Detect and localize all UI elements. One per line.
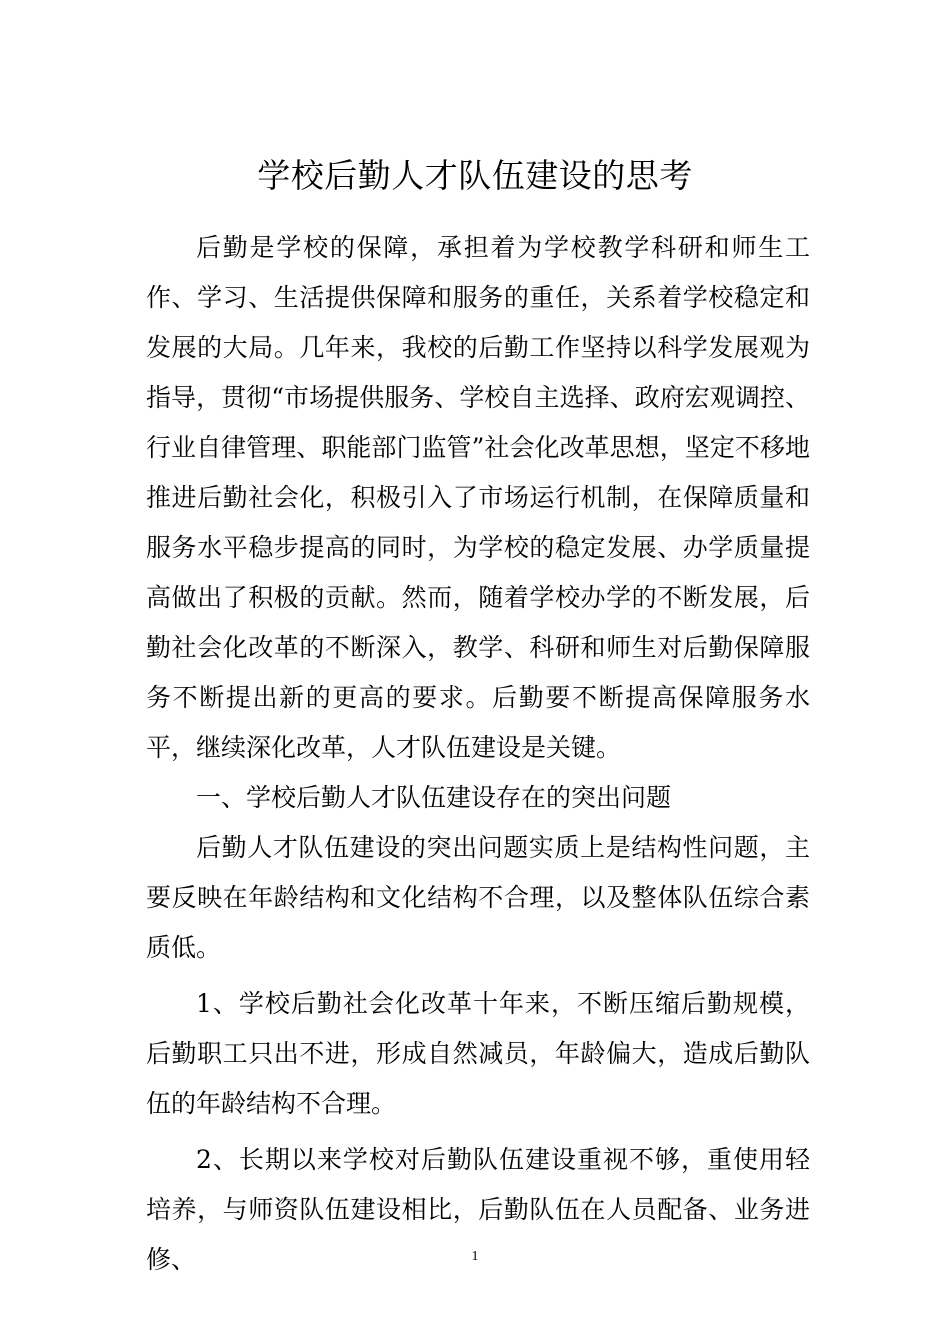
section-heading: 一、学校后勤人才队伍建设存在的突出问题 xyxy=(196,783,672,812)
document-body xyxy=(146,223,810,1285)
document-title: 学校后勤人才队伍建设的思考 xyxy=(257,156,693,195)
page-number: 1 xyxy=(471,1249,479,1264)
paragraph-point-1: 1、学校后勤社会化改革十年来，不断压缩后勤规模，后勤职工只出不进，形成自然减员，年龄偏大，造成后勤队伍的年龄结构不合理。 xyxy=(146,989,810,1118)
paragraph-problem-summary: 后勤人才队伍建设的突出问题实质上是结构性问题，主要反映在年龄结构和文化结构不合理，以及整体队伍综合素质低。 xyxy=(146,833,810,962)
paragraph-intro: 后勤是学校的保障，承担着为学校教学科研和师生工作、学习、生活提供保障和服务的重任，关系着学校稳定和发展的大局。几年来，我校的后勤工作坚持以科学发展观为指导，贯彻“市场提供服务、学校自主选择、政府宏观调控、行业自律管理、职能部门监管”社会化改革思想，坚定不移地推进后勤社会化，积极引入了市场运行机制，在保障质量和服务水平稳步提高的同时，为学校的稳定发展、办学质量提高做出了积极的贡献。然而，随着学校办学的不断发展，后勤社会化改革的不断深入，教学、科研和师生对后勤保障服务不断提出新的更高的要求。后勤要不断提高保障服务水平，继续深化改革，人才队伍建设是关键。 xyxy=(146,233,810,762)
paragraph-point-2: 2、长期以来学校对后勤队伍建设重视不够，重使用轻培养，与师资队伍建设相比，后勤队伍在人员配备、业务进修、 xyxy=(146,1145,810,1274)
